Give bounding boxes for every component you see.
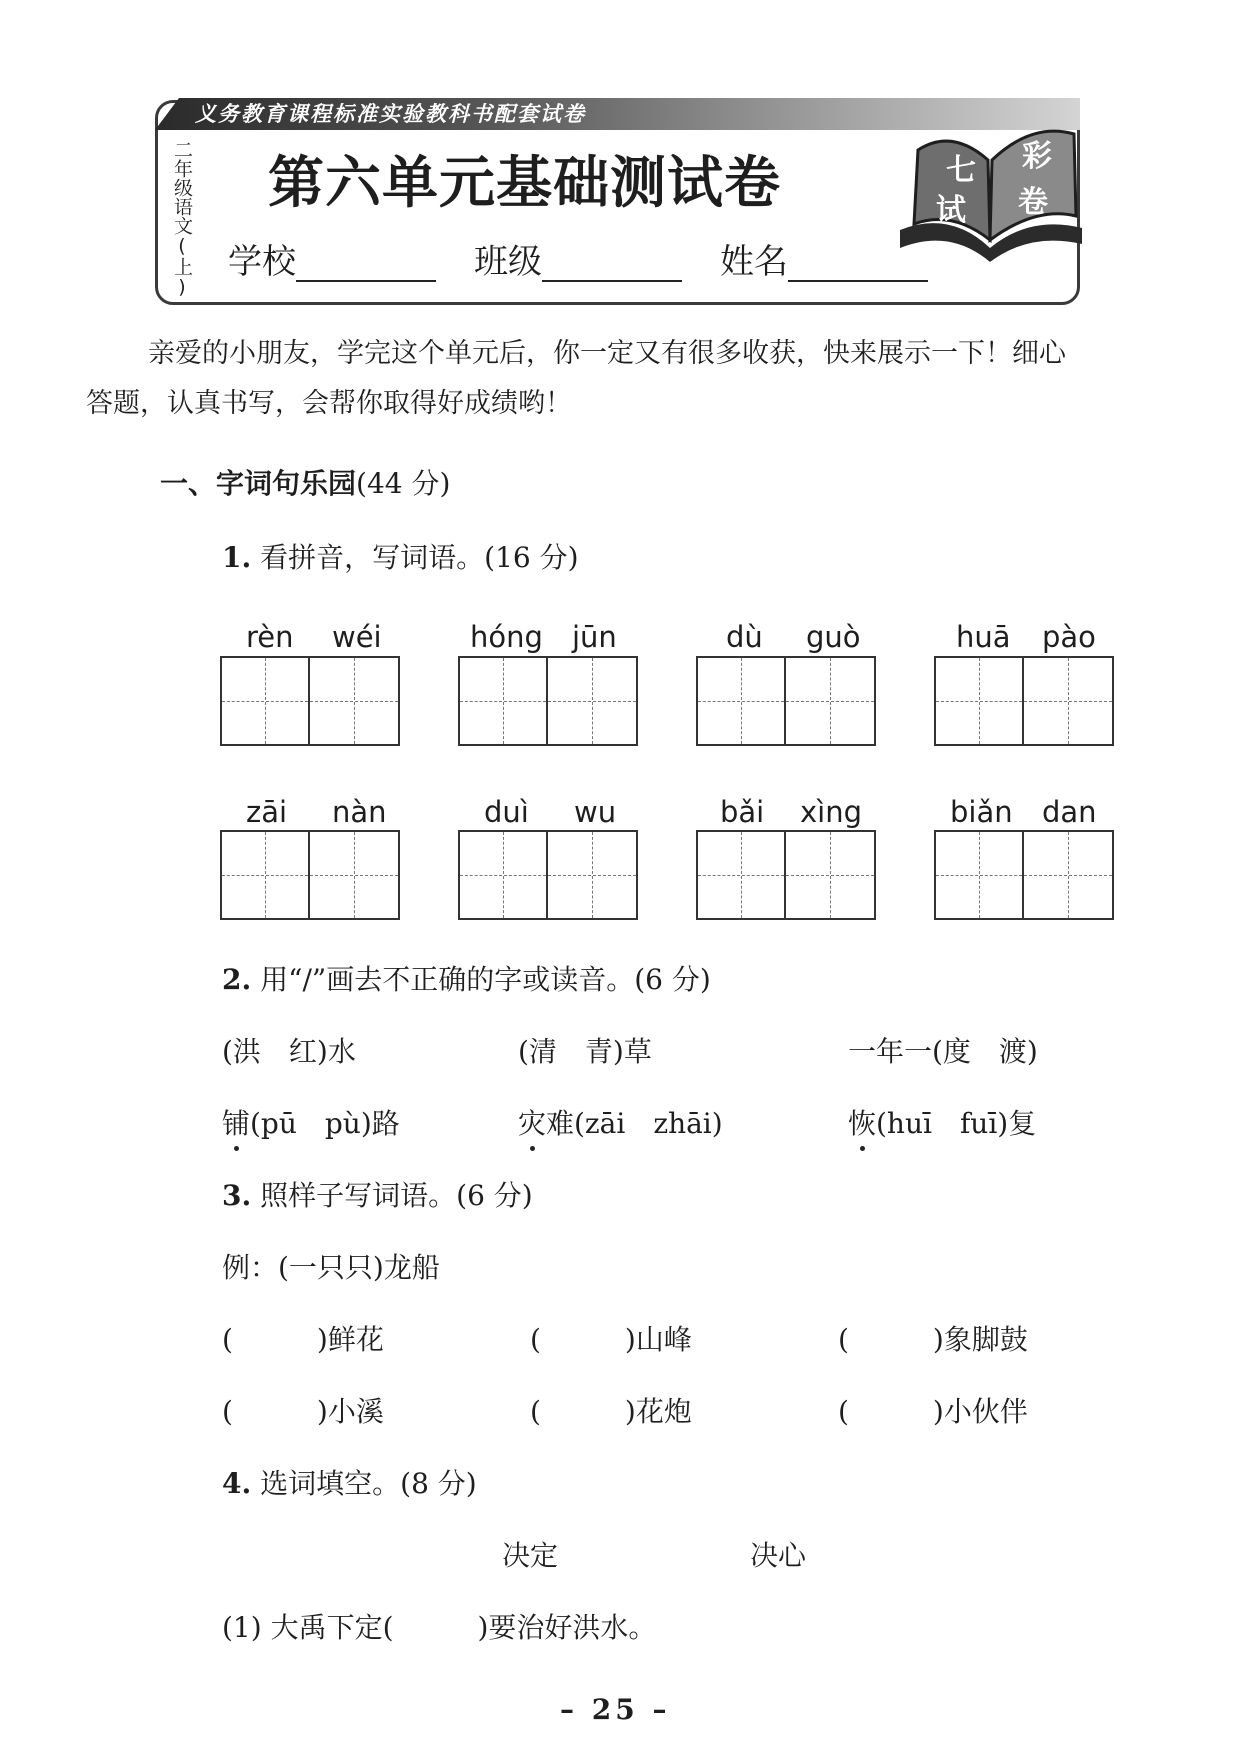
q3-item[interactable]: ( )象脚鼓 [838, 1323, 1028, 1356]
pinyin: huā [956, 620, 1011, 654]
pinyin: xìng [800, 795, 863, 829]
book-char-1: 七 [946, 153, 976, 188]
q2-item[interactable]: (洪 红)水 [222, 1035, 356, 1068]
school-blank[interactable] [296, 242, 436, 282]
tianzige-pair[interactable] [458, 830, 638, 920]
page-title: 第六单元基础测试卷 [268, 150, 781, 216]
q3-example: 例：(一只只)龙船 [222, 1251, 440, 1284]
pinyin: dù [726, 620, 763, 654]
pinyin: bǎi [720, 795, 765, 829]
pinyin: duì [484, 795, 529, 829]
pinyin: hóng [470, 620, 543, 654]
q3-item[interactable]: ( )山峰 [530, 1323, 692, 1356]
pinyin: dan [1042, 795, 1097, 829]
page-number: – 25 – [560, 1693, 671, 1726]
question-2-number: 2. [222, 963, 252, 996]
book-char-2: 彩 [1022, 139, 1052, 174]
section-1-points: (44 分) [356, 467, 451, 500]
emphasis-dot [860, 1146, 865, 1151]
book-icon [890, 120, 1090, 265]
pinyin: nàn [332, 795, 387, 829]
word-choice: 决定 [502, 1539, 559, 1572]
tianzige-pair[interactable] [220, 656, 400, 746]
section-1-label: 一、字词句乐园 [160, 467, 357, 500]
intro-line-2: 答题，认真书写，会帮你取得好成绩哟！ [86, 388, 572, 419]
tianzige-pair[interactable] [696, 656, 876, 746]
book-char-4: 卷 [1018, 185, 1048, 220]
pinyin: zāi [246, 795, 288, 829]
tianzige-pair[interactable] [220, 830, 400, 920]
q3-item[interactable]: ( )鲜花 [222, 1323, 384, 1356]
q2-item[interactable]: 铺(pū pù)路 [222, 1107, 400, 1140]
name-label: 姓名 [720, 242, 788, 282]
question-2-text: 用“/”画去不正确的字或读音。(6 分) [260, 963, 711, 996]
pinyin: rèn [246, 620, 294, 654]
question-1 [222, 540, 579, 576]
class-field[interactable] [474, 242, 682, 282]
class-blank[interactable] [542, 242, 682, 282]
question-4 [222, 1466, 477, 1502]
question-1-text: 看拼音，写词语。(16 分) [260, 541, 579, 574]
emphasis-dot [234, 1146, 239, 1151]
q2-item[interactable]: 恢(huī fuī)复 [848, 1107, 1037, 1140]
pinyin: pào [1042, 620, 1096, 654]
tianzige-pair[interactable] [696, 830, 876, 920]
q2-item[interactable]: 一年一(度 渡) [848, 1035, 1038, 1068]
pinyin: wéi [332, 620, 382, 654]
question-3-number: 3. [222, 1179, 252, 1212]
question-1-number: 1. [222, 541, 252, 574]
word-choice: 决心 [750, 1539, 807, 1572]
q4-sentence-1[interactable]: (1) 大禹下定( )要治好洪水。 [222, 1611, 657, 1644]
pinyin: guò [806, 620, 861, 654]
pinyin: wu [574, 795, 617, 829]
pinyin: biǎn [950, 795, 1013, 829]
question-3 [222, 1178, 533, 1214]
section-1-heading [160, 462, 450, 502]
emphasis-dot [530, 1146, 535, 1151]
q3-item[interactable]: ( )小伙伴 [838, 1395, 1028, 1428]
pinyin: jūn [572, 620, 617, 654]
question-3-text: 照样子写词语。(6 分) [260, 1179, 533, 1212]
q2-item[interactable]: (清 青)草 [518, 1035, 652, 1068]
q3-item[interactable]: ( )小溪 [222, 1395, 384, 1428]
tianzige-pair[interactable] [934, 830, 1114, 920]
grade-label: 二年级语文(上) [171, 140, 193, 298]
header-band-text: 义务教育课程标准实验教科书配套试卷 [195, 101, 586, 126]
school-field[interactable] [228, 242, 436, 282]
question-4-number: 4. [222, 1467, 252, 1500]
school-label: 学校 [228, 242, 296, 282]
question-4-text: 选词填空。(8 分) [260, 1467, 477, 1500]
q2-item[interactable]: 灾难(zāi zhāi) [518, 1107, 723, 1140]
tianzige-pair[interactable] [934, 656, 1114, 746]
tianzige-pair[interactable] [458, 656, 638, 746]
q3-item[interactable]: ( )花炮 [530, 1395, 692, 1428]
book-char-3: 试 [936, 193, 966, 228]
question-2 [222, 962, 711, 998]
intro-line-1: 亲爱的小朋友，学完这个单元后，你一定又有很多收获，快来展示一下！细心 [148, 338, 1066, 369]
class-label: 班级 [474, 242, 542, 282]
